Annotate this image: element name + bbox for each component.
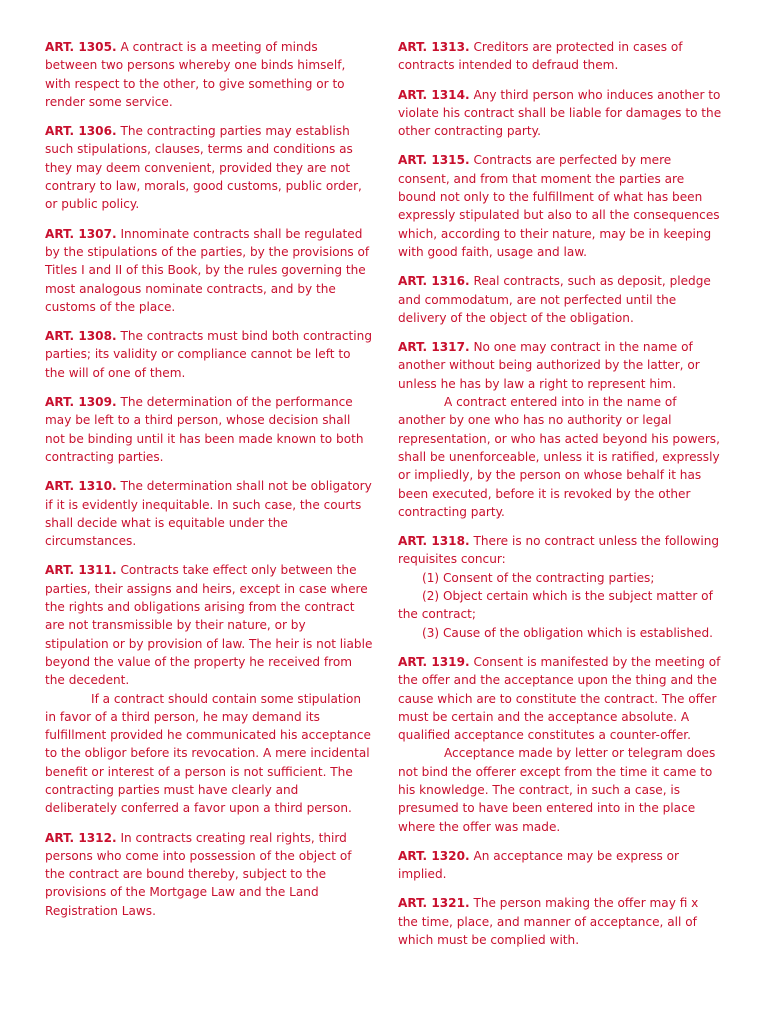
article-1306 <box>45 122 373 213</box>
article-text: In contracts creating real rights, third persons who come into possession of the object of the contract are bound thereby, subject to the provisions of the Mortgage Law and the Land Registration Laws. <box>45 830 352 918</box>
article-label: ART. 1311. <box>45 563 117 578</box>
article-1319 <box>398 653 722 836</box>
requisite-item: (3) Cause of the obligation which is established. <box>422 625 713 640</box>
article-1309 <box>45 393 373 466</box>
article-text: A contract is a meeting of minds between two persons whereby one binds himself, with respect to the other, to give something or to render some service. <box>45 40 346 109</box>
article-text: The determination shall not be obligatory if it is evidently inequitable. In such case, the courts shall decide what is equitable under the circumstances. <box>45 479 372 549</box>
article-1313 <box>398 38 722 75</box>
article-label: ART. 1317. <box>398 340 470 355</box>
article-label: ART. 1305. <box>45 40 117 54</box>
article-text: The determination of the performance may be left to a third person, whose decision shall not be binding until it has been made known to both contracting parties. <box>45 395 364 464</box>
article-1317 <box>398 338 722 521</box>
right-column <box>398 38 722 960</box>
article-label: ART. 1320. <box>398 848 470 863</box>
article-label: ART. 1314. <box>398 87 470 102</box>
article-label: ART. 1318. <box>398 534 470 549</box>
article-1321 <box>398 894 722 949</box>
article-text: Creditors are protected in cases of contracts intended to defraud them. <box>398 40 683 73</box>
article-text: An acceptance may be express or implied. <box>398 848 680 882</box>
article-1312 <box>45 829 373 920</box>
article-1318 <box>398 532 722 642</box>
article-1305 <box>45 38 373 111</box>
article-1320 <box>398 847 722 884</box>
article-text: The contracts must bind both contracting parties; its validity or compliance cannot be left to the will of one of them. <box>45 329 372 380</box>
requisite-item: (1) Consent of the contracting parties; <box>422 570 655 585</box>
article-text: Contracts are perfected by mere consent, and from that moment the parties are bound not only to the fulfillment of what has been expressly stipulated but also to all the consequences which, according to their nature, may be in keeping with good faith, usage and law. <box>398 153 720 259</box>
article-label: ART. 1319. <box>398 654 470 669</box>
requisite-item: (2) Object certain which is the subject matter of the contract; <box>398 589 713 622</box>
article-1310 <box>45 477 373 550</box>
article-label: ART. 1310. <box>45 479 117 494</box>
article-text: No one may contract in the name of another without being authorized by the latter, or unless he has by law a right to represent him. <box>398 340 700 391</box>
article-text: Innominate contracts shall be regulated by the stipulations of the parties, by the provisions of Titles I and II of this Book, by the rules governing the most analogous nominate contracts, and by the customs of the place. <box>45 226 370 314</box>
article-1307 <box>45 225 373 316</box>
article-label: ART. 1316. <box>398 274 470 289</box>
article-label: ART. 1309. <box>45 395 117 410</box>
article-label: ART. 1313. <box>398 40 470 54</box>
left-column <box>45 38 373 931</box>
article-text: Real contracts, such as deposit, pledge and commodatum, are not perfected until the delivery of the object of the obligation. <box>398 274 711 325</box>
article-text: The person making the offer may fi x the time, place, and manner of acceptance, all of which must be complied with. <box>398 896 699 948</box>
article-text: Contracts take effect only between the parties, their assigns and heirs, except in case where the rights and obligations arising from the contract are not transmissible by their nature, or by stipulation or by provision of law. The heir is not liable beyond the value of the property he received from the decedent. <box>45 563 373 688</box>
article-1311 <box>45 561 373 817</box>
article-text: There is no contract unless the following requisites concur: <box>398 534 720 567</box>
article-text: Consent is manifested by the meeting of the offer and the acceptance upon the thing and the cause which are to constitute the contract. The offer must be certain and the acceptance absolute. A qualified acceptance constitutes a counter-offer. <box>398 654 721 743</box>
article-1308 <box>45 327 373 382</box>
article-1315 <box>398 151 722 261</box>
article-1314 <box>398 86 722 141</box>
article-label: ART. 1312. <box>45 830 117 845</box>
article-label: ART. 1308. <box>45 329 117 344</box>
article-text: Any third person who induces another to violate his contract shall be liable for damages to the other contracting party. <box>398 87 722 139</box>
article-paragraph: If a contract should contain some stipulation in favor of a third person, he may demand its fulfillment provided he communicated his acceptance to the obligor before its revocation. A mere incidental benefit or interest of a person is not sufficient. The contracting parties must have clearly and deliberately conferred a favor upon a third person. <box>45 691 371 816</box>
article-paragraph: A contract entered into in the name of another by one who has no authority or legal representation, or who has acted beyond his powers, shall be unenforceable, unless it is ratified, expressly or impliedly, by the person on whose behalf it has been executed, before it is revoked by the other contracting party. <box>398 395 720 519</box>
article-label: ART. 1307. <box>45 226 117 241</box>
article-text: The contracting parties may establish such stipulations, clauses, terms and conditions as they may deem convenient, provided they are not contrary to law, morals, good customs, public order, or public policy. <box>45 124 362 212</box>
article-paragraph: Acceptance made by letter or telegram does not bind the offerer except from the time it came to his knowledge. The contract, in such a case, is presumed to have been entered into in the place where the offer was made. <box>398 746 716 834</box>
article-label: ART. 1315. <box>398 153 470 168</box>
article-label: ART. 1306. <box>45 124 117 139</box>
article-1316 <box>398 272 722 327</box>
article-label: ART. 1321. <box>398 896 470 911</box>
